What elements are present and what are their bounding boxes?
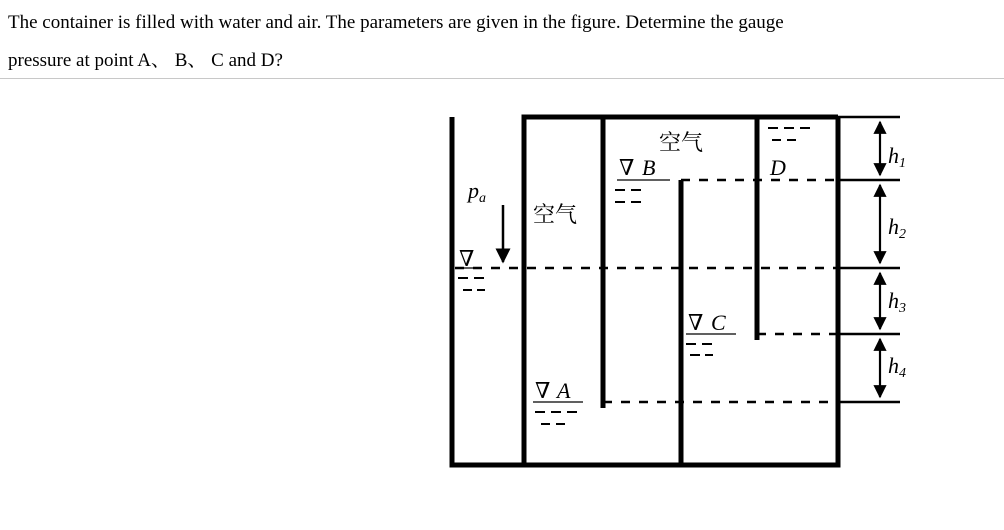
h4-label: h4 (888, 353, 906, 381)
problem-text-line-2: pressure at point A、 B、 C and D? (8, 50, 283, 71)
point-a-label: A (557, 378, 571, 403)
point-b-label: B (642, 155, 656, 180)
surface-underlines (457, 180, 736, 402)
air-label-top: 空气 (659, 130, 704, 155)
water-levels (455, 180, 838, 402)
a-surface-symbol: ∇ (535, 378, 551, 403)
h3-label: h3 (888, 288, 906, 316)
problem-text-line-1: The container is filled with water and air. The parameters are given in the figure. Determine the gauge (8, 12, 784, 33)
air-label-left: 空气 (533, 202, 578, 227)
b-surface-symbol: ∇ (619, 155, 635, 180)
h1-label: h1 (888, 143, 906, 171)
c-surface-symbol: ∇ (688, 310, 704, 335)
point-c-label: C (711, 310, 726, 335)
pa-label: pa (468, 178, 486, 206)
h2-label: h2 (888, 214, 906, 242)
pa-surface-symbol: ∇ (459, 246, 475, 271)
point-d-label: D (770, 155, 786, 180)
